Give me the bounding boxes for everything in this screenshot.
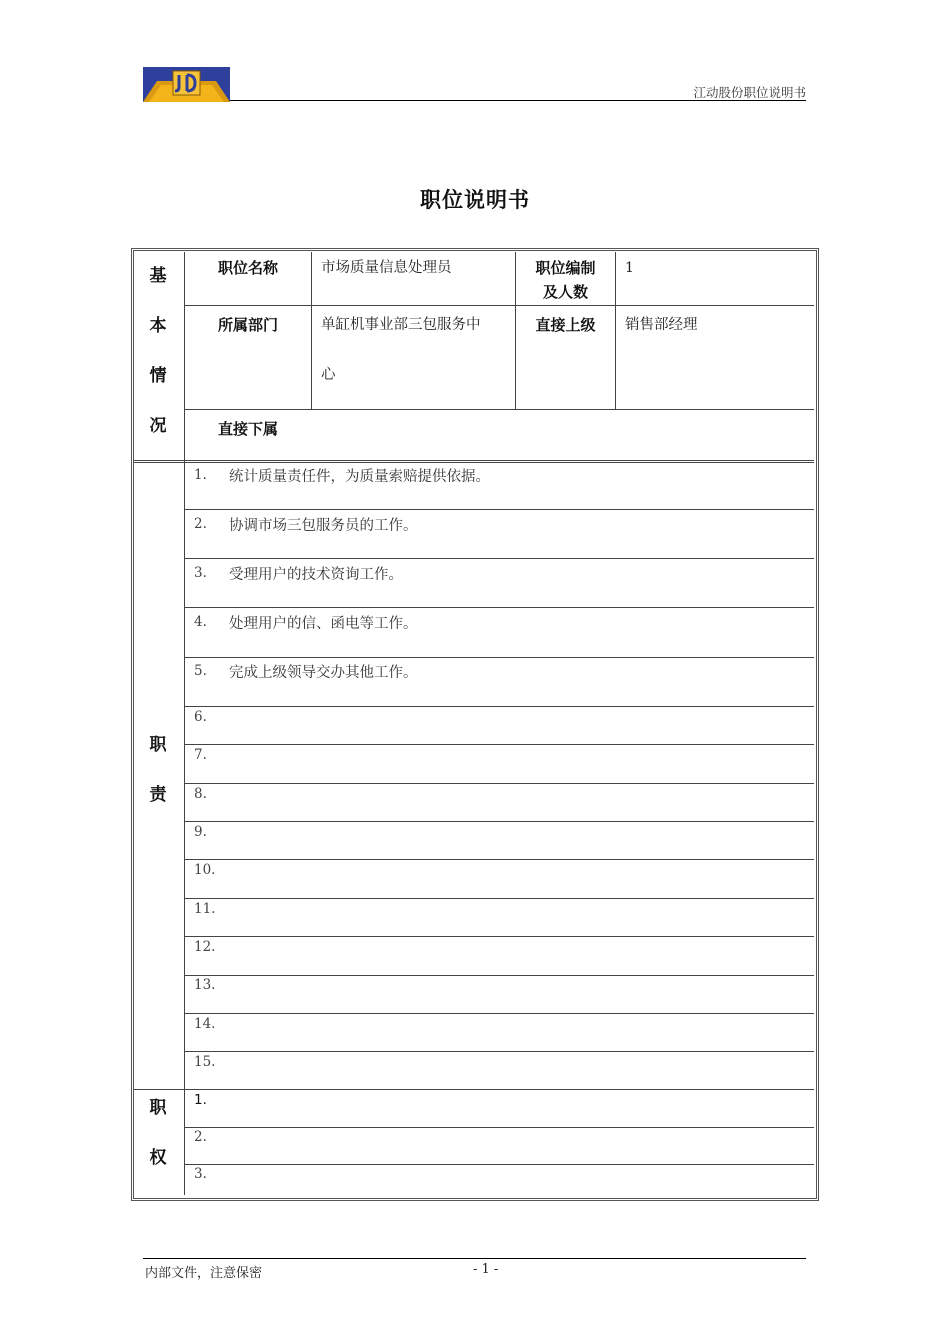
header-title: 江动股份职位说明书 [693,85,806,100]
divider-duty-5 [185,706,814,707]
divider-duty-6 [185,744,814,745]
divider-duty-1 [185,509,814,510]
duty-number: 3. [194,565,207,581]
divider-basic-col3 [615,252,616,409]
duty-number: 9. [194,824,207,840]
headcount-label-line2: 及人数 [542,283,588,301]
duty-number: 13. [194,977,216,993]
page-title: 职位说明书 [420,188,530,212]
duty-number: 11. [194,901,216,917]
divider-basic-bottom-a [134,460,814,461]
duty-number: 1. [194,467,207,483]
duty-number: 14. [194,1016,216,1032]
section-authority-char-1: 职 [149,1098,167,1118]
divider-duty-10 [185,898,814,899]
divider-duty-12 [185,975,814,976]
divider-duty-11 [185,936,814,937]
section-duties-char-1: 职 [149,735,167,755]
section-authority-char-2: 权 [149,1148,167,1168]
section-basic-char-2: 本 [149,316,167,336]
divider-section-column [184,252,185,1195]
duty-text: 受理用户的技术资询工作。 [229,567,403,583]
section-basic-char-4: 况 [149,416,167,436]
divider-duty-13 [185,1013,814,1014]
department-value-line1: 单缸机事业部三包服务中 [321,317,481,333]
headcount-label-line1: 职位编制 [535,259,596,277]
divider-duty-9 [185,859,814,860]
superior-value: 销售部经理 [625,317,698,333]
department-label: 所属部门 [217,316,278,334]
headcount-value: 1 [625,260,634,276]
duty-number: 6. [194,709,207,725]
duty-text: 完成上级领导交办其他工作。 [229,665,418,681]
divider-duty-2 [185,558,814,559]
footer-rule [143,1258,806,1259]
divider-basic-bottom-b [134,462,814,463]
department-value-line2: 心 [321,367,336,383]
divider-duty-8 [185,821,814,822]
logo-graphic [143,67,230,102]
authority-number: 2. [194,1129,207,1145]
table-frame [131,248,819,1201]
section-basic-char-3: 情 [149,366,167,386]
authority-number: 1. [194,1092,207,1108]
divider-auth-2 [185,1164,814,1165]
section-basic-char-1: 基 [149,266,167,286]
duty-number: 12. [194,939,216,955]
duty-number: 10. [194,862,216,878]
divider-basic-row2 [185,409,814,410]
duty-text: 协调市场三包服务员的工作。 [229,518,418,534]
duty-number: 8. [194,786,207,802]
divider-basic-row1 [185,305,814,306]
company-logo [143,67,230,102]
divider-duty-4 [185,657,814,658]
duty-number: 7. [194,747,207,763]
section-duties-char-2: 责 [149,785,167,805]
superior-label: 直接上级 [535,316,596,334]
duty-number: 2. [194,516,207,532]
duty-text: 处理用户的信、函电等工作。 [229,616,418,632]
divider-duty-14 [185,1051,814,1052]
duty-number: 15. [194,1054,216,1070]
authority-number: 3. [194,1166,207,1182]
divider-auth-1 [185,1127,814,1128]
position-name-value: 市场质量信息处理员 [321,260,452,276]
divider-duties-bottom [134,1089,814,1090]
duty-text: 统计质量责任件，为质量索赔提供依据。 [229,469,490,485]
page-number: - 1 - [473,1262,499,1277]
subordinate-label: 直接下属 [217,420,278,438]
divider-duty-7 [185,783,814,784]
duty-number: 4. [194,614,207,630]
divider-duty-3 [185,607,814,608]
job-description-table [131,248,819,1201]
footer-confidential-note: 内部文件，注意保密 [145,1266,263,1281]
duty-number: 5. [194,663,207,679]
divider-basic-col1 [311,252,312,409]
position-name-label: 职位名称 [217,259,278,277]
